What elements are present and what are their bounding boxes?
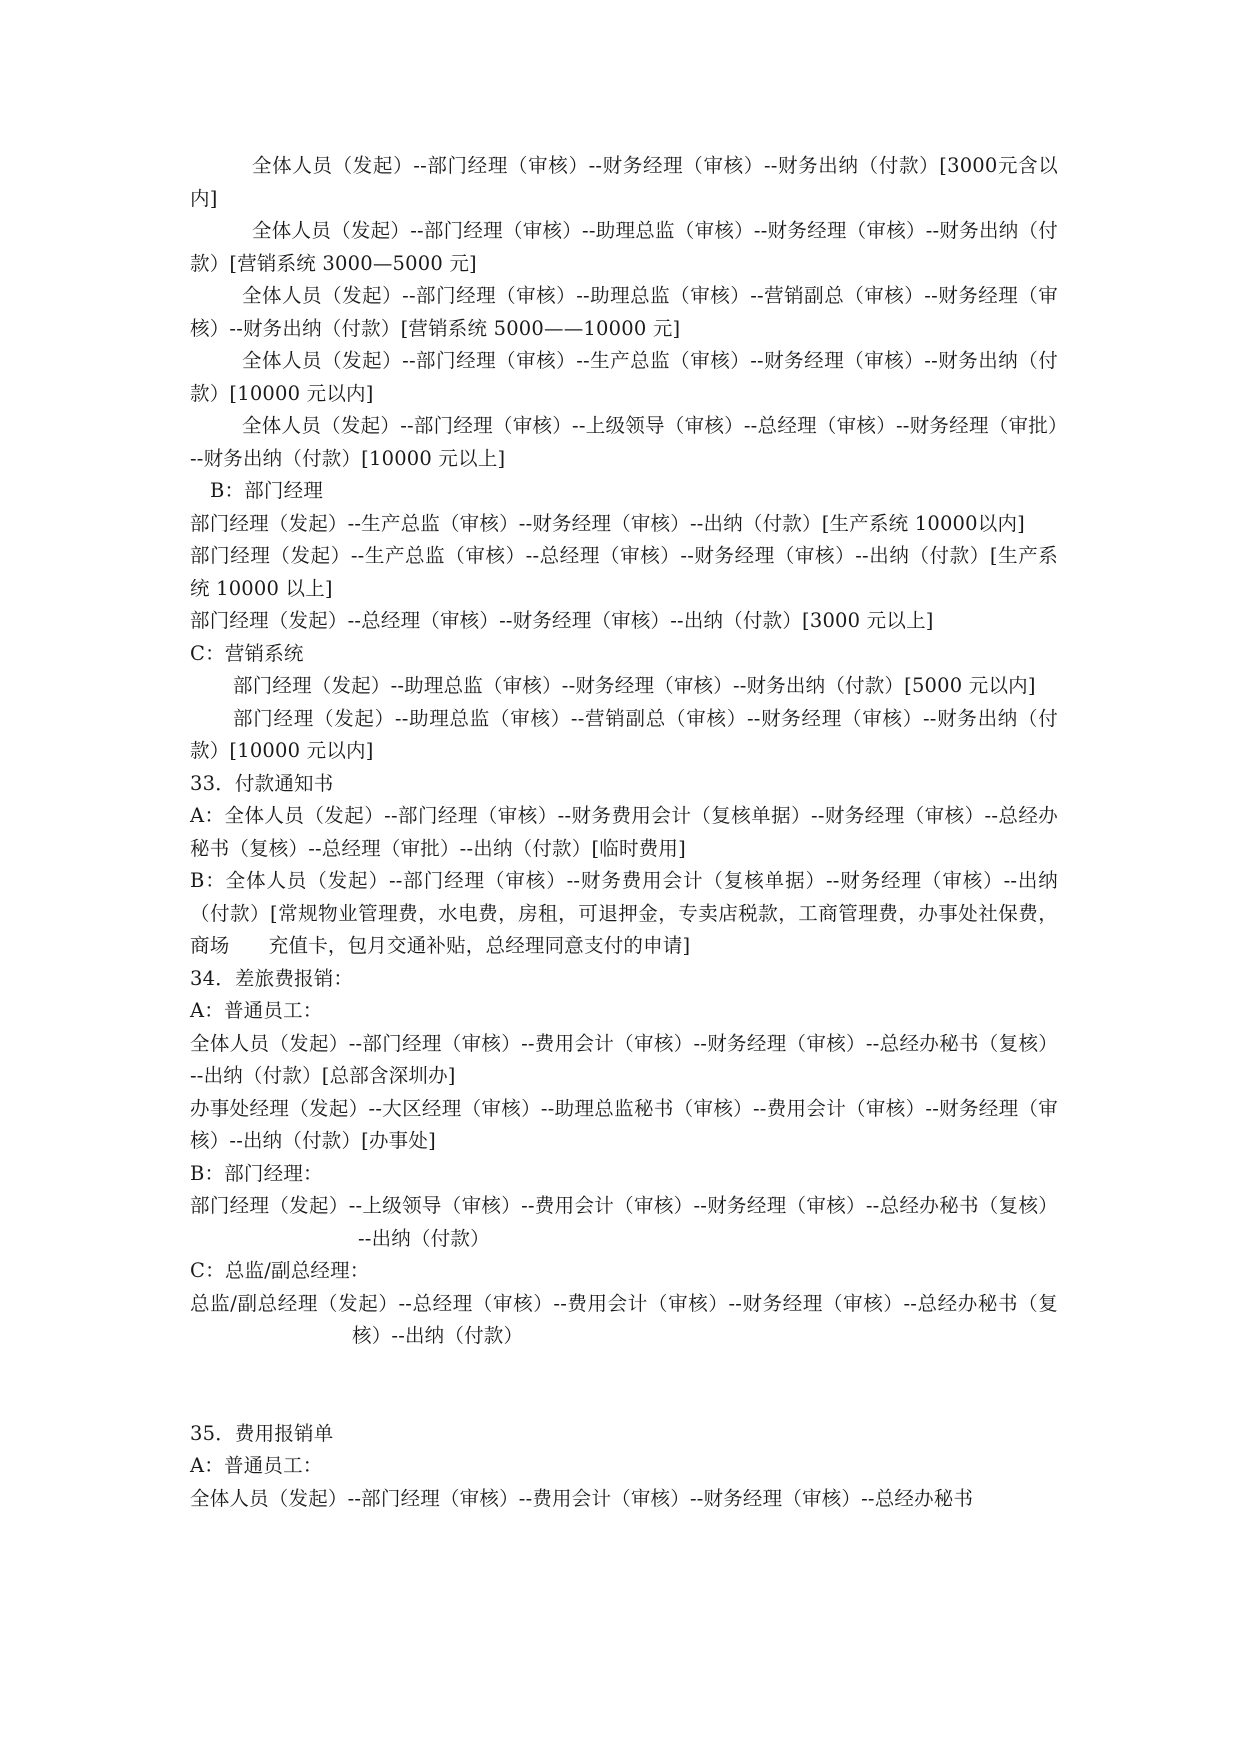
paragraph-payment-b: B：全体人员（发起）--部门经理（审核）--财务费用会计（复核单据）--财务经理（审核）--出纳（付款）[常规物业管理费，水电费，房租，可退押金，专卖店税款，工商管理费，办事处社保费，商场 充值卡，包月交通补贴，总经理同意支付的申请] bbox=[190, 869, 1058, 957]
subheading-b-dept-manager: B：部门经理： bbox=[190, 1161, 323, 1185]
paragraph-travel-office: 办事处经理（发起）--大区经理（审核）--助理总监秘书（审核）--费用会计（审核）--财务经理（审核）--出纳（付款）[办事处] bbox=[190, 1096, 1058, 1152]
paragraph-marketing-10000: 部门经理（发起）--助理总监（审核）--营销副总（审核）--财务经理（审核）--财务出纳（付款）[10000 元以内] bbox=[190, 706, 1058, 762]
paragraph-payment-a: A：全体人员（发起）--部门经理（审核）--财务费用会计（复核单据）--财务经理（审核）--总经办秘书（复核）--总经理（审批）--出纳（付款）[临时费用] bbox=[190, 804, 1058, 860]
paragraph-travel-director: 总监/副总经理（发起）--总经理（审核）--费用会计（审核）--财务经理（审核）--总经办秘书（复核）--出纳（付款） bbox=[190, 1291, 1058, 1347]
paragraph-marketing-5000: 部门经理（发起）--助理总监（审核）--财务经理（审核）--财务出纳（付款）[5000 元以内] bbox=[233, 674, 1036, 697]
blank-gap bbox=[190, 1353, 1058, 1418]
section-heading-b-dept-manager: B：部门经理 bbox=[210, 479, 324, 502]
paragraph-travel-hq: 全体人员（发起）--部门经理（审核）--费用会计（审核）--财务经理（审核）--总经办秘书（复核）--出纳（付款）[总部含深圳办] bbox=[190, 1031, 1058, 1087]
section-heading-33-payment-notice: 33．付款通知书 bbox=[190, 771, 334, 795]
paragraph-dept-production-above: 部门经理（发起）--生产总监（审核）--总经理（审核）--财务经理（审核）--出纳（付款）[生产系统 10000 以上] bbox=[190, 544, 1058, 600]
subheading-a-regular-staff-2: A：普通员工： bbox=[190, 1454, 323, 1477]
paragraph-flow-10000-within: 全体人员（发起）--部门经理（审核）--生产总监（审核）--财务经理（审核）--财务出纳（付款）[10000 元以内] bbox=[190, 349, 1058, 405]
section-heading-c-marketing: C：营销系统 bbox=[190, 641, 304, 665]
subheading-c-director: C：总监/副总经理： bbox=[190, 1259, 370, 1282]
section-heading-35-expense-claim: 35．费用报销单 bbox=[190, 1421, 334, 1445]
subheading-a-regular-staff: A：普通员工： bbox=[190, 999, 323, 1022]
paragraph-travel-dept-manager: 部门经理（发起）--上级领导（审核）--费用会计（审核）--财务经理（审核）--总经办秘书（复核）--出纳（付款） bbox=[190, 1194, 1058, 1250]
paragraph-flow-10000-above: 全体人员（发起）--部门经理（审核）--上级领导（审核）--总经理（审核）--财务经理（审批）--财务出纳（付款）[10000 元以上] bbox=[190, 414, 1058, 470]
paragraph-expense-regular: 全体人员（发起）--部门经理（审核）--费用会计（审核）--财务经理（审核）--总经办秘书 bbox=[190, 1486, 974, 1510]
section-heading-34-travel-expense: 34．差旅费报销： bbox=[190, 966, 354, 990]
paragraph-dept-production-within: 部门经理（发起）--生产总监（审核）--财务经理（审核）--出纳（付款）[生产系统 10000以内] bbox=[190, 511, 1025, 535]
paragraph-flow-3000: 全体人员（发起）--部门经理（审核）--财务经理（审核）--财务出纳（付款）[3000元含以内] bbox=[190, 154, 1058, 210]
paragraph-flow-3000-5000: 全体人员（发起）--部门经理（审核）--助理总监（审核）--财务经理（审核）--财务出纳（付款）[营销系统 3000—5000 元] bbox=[190, 219, 1058, 275]
paragraph-dept-3000-above: 部门经理（发起）--总经理（审核）--财务经理（审核）--出纳（付款）[3000 元以上] bbox=[190, 609, 934, 632]
document-body bbox=[190, 150, 1058, 1515]
paragraph-flow-5000-10000: 全体人员（发起）--部门经理（审核）--助理总监（审核）--营销副总（审核）--财务经理（审核）--财务出纳（付款）[营销系统 5000——10000 元] bbox=[190, 284, 1058, 340]
